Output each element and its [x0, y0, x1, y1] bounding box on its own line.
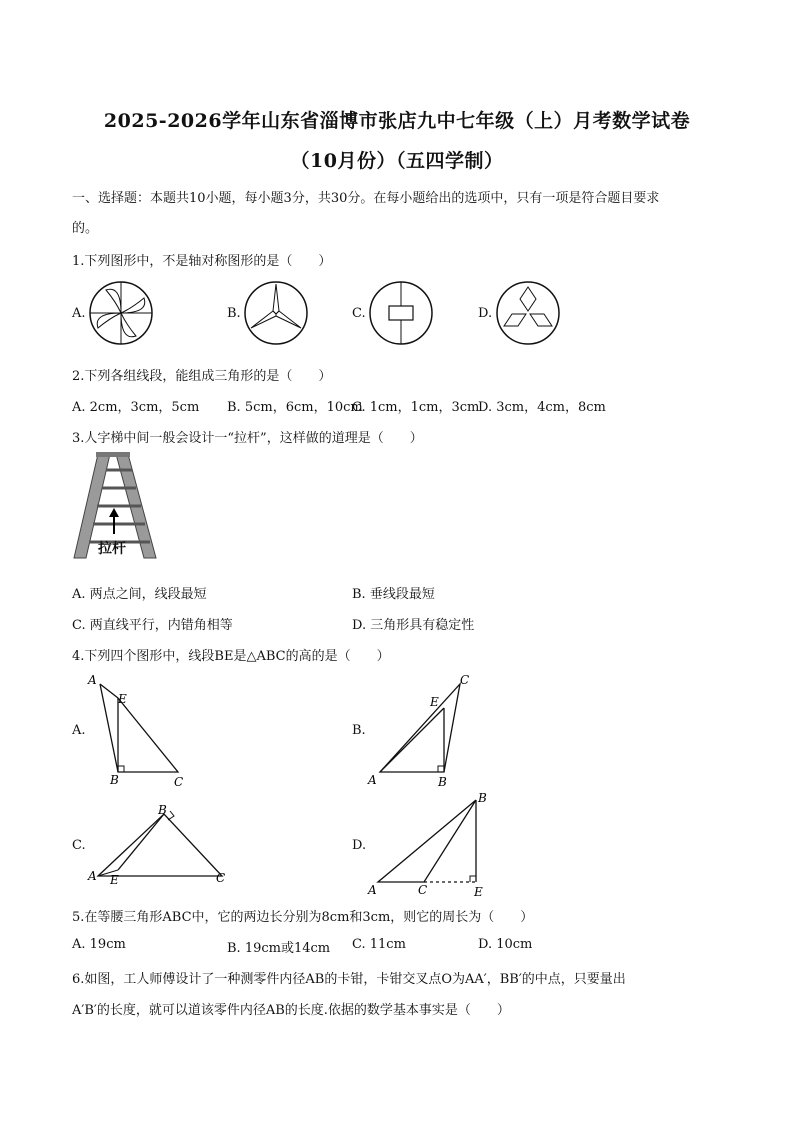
- q4-label-a: A.: [72, 723, 86, 738]
- question-6-stem: 6.如图，工人师傅设计了一种测零件内径AB的卡钳，卡钳交叉点O为AA′，BB′的中点，只要量出: [72, 972, 626, 987]
- q4d-point-e: E: [474, 885, 483, 899]
- q3-option-c: C. 两直线平行，内错角相等: [72, 618, 233, 633]
- q4-figure-d: [364, 790, 504, 900]
- q4-label-c: C.: [72, 838, 86, 853]
- q2-option-d: D. 3cm，4cm，8cm: [478, 400, 606, 415]
- q3-option-b: B. 垂线段最短: [352, 587, 435, 602]
- q4b-point-e: E: [430, 695, 439, 709]
- q4d-point-b: B: [478, 791, 487, 805]
- q4b-point-a: A: [368, 773, 377, 787]
- q3-option-a: A. 两点之间，线段最短: [72, 587, 207, 602]
- question-5-stem: 5.在等腰三角形ABC中，它的两边长分别为8cm和3cm，则它的周长为（ ）: [72, 910, 534, 925]
- q4b-point-b: B: [438, 775, 447, 789]
- question-2-stem: 2.下列各组线段，能组成三角形的是（ ）: [72, 369, 332, 384]
- q4d-point-a: A: [368, 883, 377, 897]
- section-heading-cont: 的。: [72, 221, 99, 236]
- q4a-point-b: B: [110, 773, 119, 787]
- q2-option-c: C. 1cm，1cm，3cm: [352, 400, 480, 415]
- q1-figure-c: [368, 280, 434, 346]
- q4-figure-a: [84, 670, 194, 790]
- q5-option-d: D. 10cm: [478, 937, 533, 952]
- q4a-point-a: A: [88, 673, 97, 687]
- q5-option-c: C. 11cm: [352, 937, 406, 952]
- q1-figure-d: [495, 280, 561, 346]
- ladder-bar-label: 拉杆: [98, 541, 126, 557]
- q1-figure-a: [88, 280, 154, 346]
- q4c-point-e: E: [110, 873, 119, 887]
- section-heading: 一、选择题：本题共10小题，每小题3分，共30分。在每小题给出的选项中，只有一项是符合题目要求: [72, 191, 660, 206]
- page-subtitle: （10月份）（五四学制）: [290, 150, 504, 172]
- q1-label-b: B.: [227, 306, 241, 321]
- q4c-point-b: B: [158, 803, 167, 817]
- q2-option-a: A. 2cm，3cm，5cm: [72, 400, 200, 415]
- q4-figure-c: [84, 800, 234, 890]
- question-1-stem: 1.下列图形中，不是轴对称图形的是（ ）: [72, 254, 332, 269]
- q4c-point-a: A: [88, 869, 97, 883]
- question-6-stem-cont: A′B′的长度，就可以道该零件内径AB的长度.依据的数学基本事实是（ ）: [72, 1003, 510, 1018]
- q1-label-a: A.: [72, 306, 86, 321]
- q5-option-a: A. 19cm: [72, 937, 126, 952]
- q1-label-c: C.: [352, 306, 366, 321]
- q4a-point-c: C: [174, 775, 184, 789]
- q4-figure-b: [364, 670, 484, 790]
- question-3-stem: 3.人字梯中间一般会设计一“拉杆”，这样做的道理是（ ）: [72, 431, 423, 446]
- q1-label-d: D.: [478, 306, 493, 321]
- q4d-point-c: C: [418, 883, 428, 897]
- page-title: 2025-2026学年山东省淄博市张店九中七年级（上）月考数学试卷: [103, 110, 691, 132]
- q4-label-b: B.: [352, 723, 366, 738]
- q4b-point-c: C: [460, 673, 470, 687]
- q4c-point-c: C: [216, 871, 226, 885]
- question-4-stem: 4.下列四个图形中，线段BE是△ABC的高的是（ ）: [72, 649, 390, 664]
- q2-option-b: B. 5cm，6cm，10cm: [227, 400, 363, 415]
- q3-option-d: D. 三角形具有稳定性: [352, 618, 475, 633]
- q4a-point-e: E: [118, 692, 127, 706]
- q5-option-b: B. 19cm或14cm: [227, 941, 331, 956]
- q1-figure-b: [243, 280, 309, 346]
- q4-label-d: D.: [352, 838, 367, 853]
